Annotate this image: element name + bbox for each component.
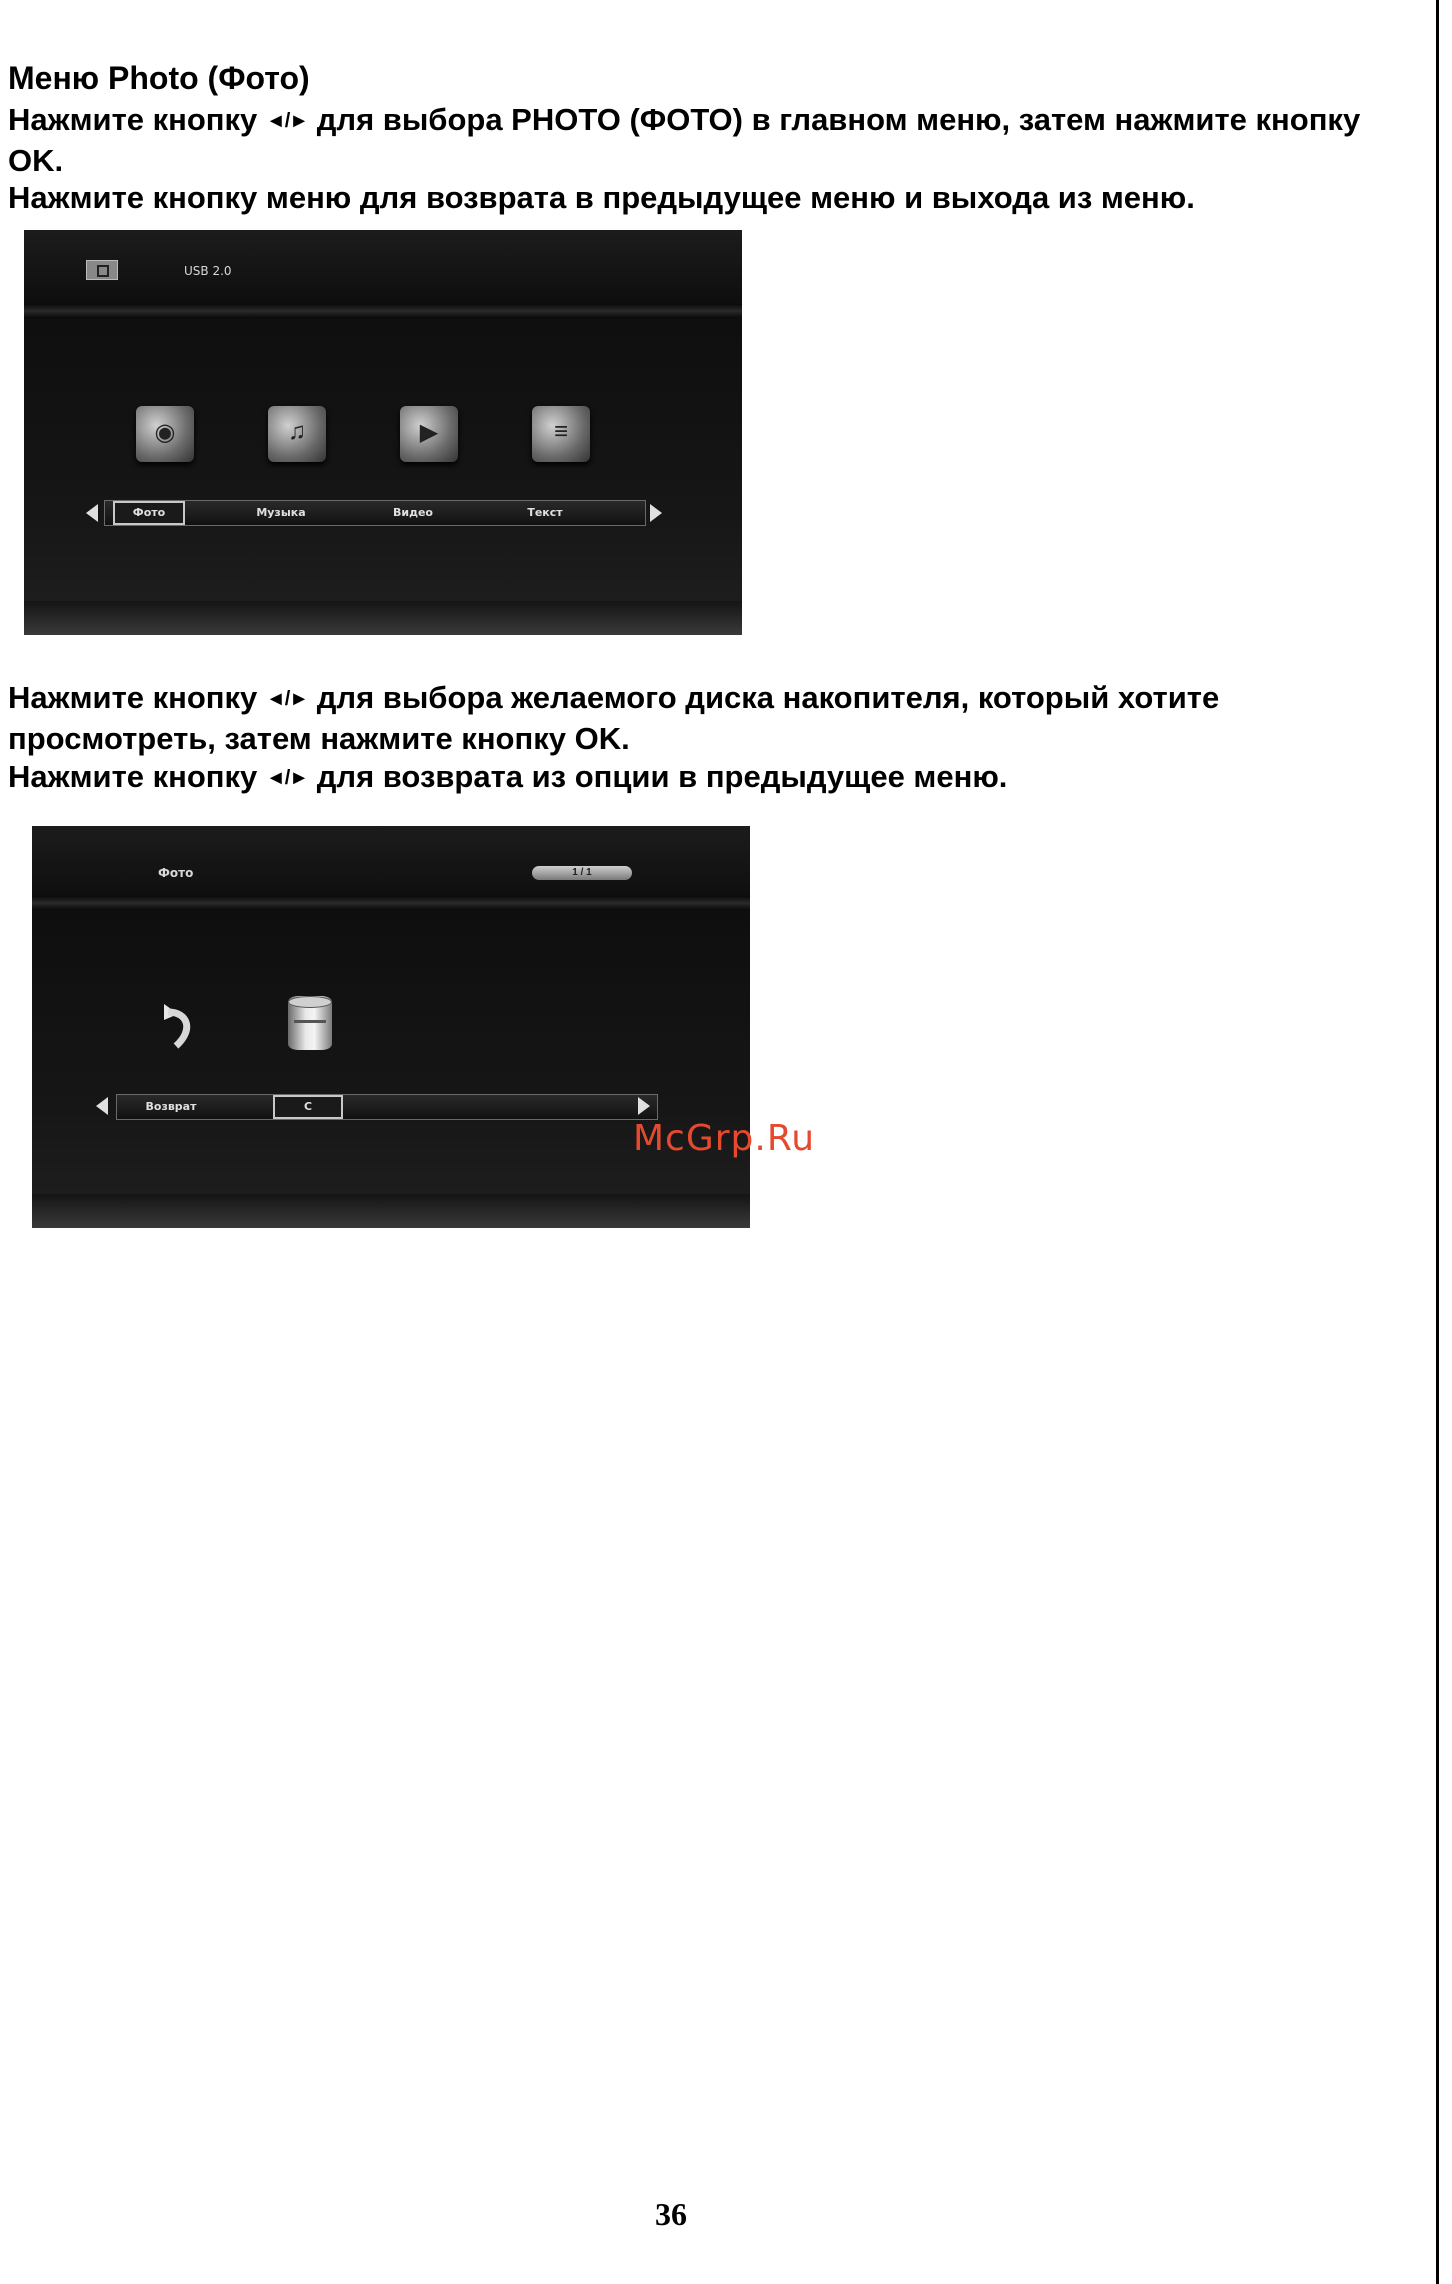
option-bar <box>116 1094 658 1120</box>
option-return[interactable]: Возврат <box>145 1100 197 1113</box>
screen-header-label: Фото <box>158 866 194 880</box>
left-right-arrows-icon: ◄/► <box>265 767 309 789</box>
scroll-left-arrow-icon[interactable] <box>86 504 98 522</box>
main-menu-screenshot <box>24 230 742 635</box>
drive-icon[interactable] <box>288 996 332 1050</box>
return-icon[interactable] <box>154 996 200 1052</box>
footer-band <box>24 601 742 635</box>
instruction-paragraph-1: Нажмите кнопку ◄/► для выбора PHOTO (ФОТО) в главном меню, затем нажмите кнопку OK. <box>8 102 1361 178</box>
usb-icon <box>86 260 118 280</box>
option-drive-c[interactable]: C <box>273 1095 343 1119</box>
usb-source-label: USB 2.0 <box>184 264 232 278</box>
menu-item-text[interactable]: Текст <box>527 506 563 519</box>
page-indicator: 1 / 1 <box>532 866 632 880</box>
scroll-left-arrow-icon[interactable] <box>96 1097 108 1115</box>
scroll-right-arrow-icon[interactable] <box>650 504 662 522</box>
menu-item-video[interactable]: Видео <box>393 506 433 519</box>
clapperboard-icon[interactable]: ▶ <box>400 406 458 462</box>
left-right-arrows-icon: ◄/► <box>265 110 309 132</box>
header-band <box>24 304 742 318</box>
section-title: Меню Photo (Фото) <box>8 60 310 96</box>
left-right-arrows-icon: ◄/► <box>265 688 309 710</box>
ok-key-label: OK. <box>8 143 64 178</box>
page-border-line <box>1436 0 1439 2284</box>
header-band <box>32 896 750 910</box>
instruction-paragraph-3: Нажмите кнопку ◄/► для выбора желаемого диска накопителя, который хотите просмотреть, затем нажмите кнопку OK. <box>8 680 1220 756</box>
ok-key-label: OK. <box>574 721 630 756</box>
menu-bar <box>104 500 646 526</box>
photo-drive-screenshot <box>32 826 750 1228</box>
watermark: McGrp.Ru <box>633 1118 816 1159</box>
music-icon[interactable]: ♫ <box>268 406 326 462</box>
instruction-paragraph-2: Нажмите кнопку меню для возврата в предыдущее меню и выхода из меню. <box>8 180 1195 215</box>
instruction-paragraph-4: Нажмите кнопку ◄/► для возврата из опции в предыдущее меню. <box>8 759 1008 794</box>
scroll-right-arrow-icon[interactable] <box>638 1097 650 1115</box>
footer-band <box>32 1194 750 1228</box>
document-icon[interactable]: ≡ <box>532 406 590 462</box>
camera-icon[interactable]: ◉ <box>136 406 194 462</box>
page-number: 36 <box>655 2196 687 2232</box>
menu-item-photo[interactable]: Фото <box>113 501 185 525</box>
menu-item-music[interactable]: Музыка <box>256 506 306 519</box>
